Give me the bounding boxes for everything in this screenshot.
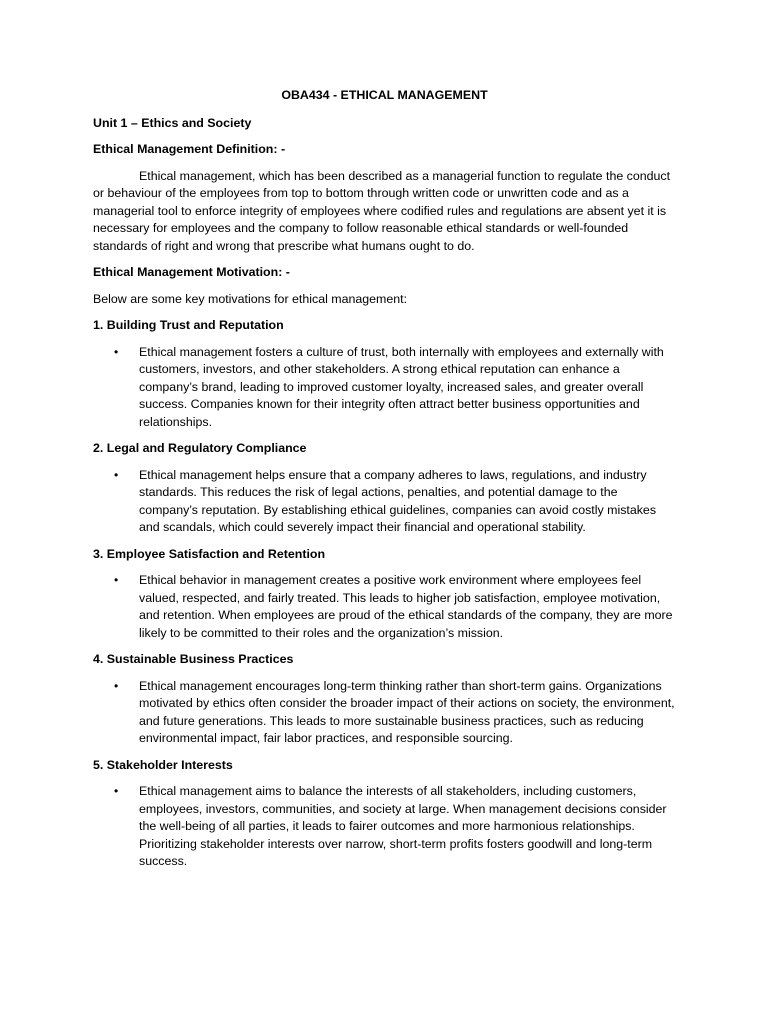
section-4 [93, 651, 676, 748]
bullet-list [93, 678, 676, 748]
list-item [93, 572, 676, 642]
list-item [93, 467, 676, 537]
bullet-list [93, 467, 676, 537]
motivation-heading: Ethical Management Motivation: - [93, 265, 290, 279]
bullet-icon: • [114, 678, 119, 693]
bullet-icon: • [114, 784, 119, 798]
section-heading: 4. Sustainable Business Practices [93, 652, 294, 666]
bullet-list [93, 572, 676, 642]
bullet-list [93, 344, 676, 432]
section-heading: 1. Building Trust and Reputation [93, 318, 284, 332]
bullet-text: Ethical behavior in management creates a positive work environment where employees feel valued, respected, and fairly treated. This leads to higher job satisfaction, employee motivation, and retention. When employees are proud of the ethical standards of the company, they are more likely to be committed to their roles and the organization’s mission. [139, 573, 673, 640]
bullet-icon: • [114, 344, 119, 359]
section-2 [93, 440, 676, 537]
unit-heading: Unit 1 – Ethics and Society [93, 115, 252, 130]
section-heading: 2. Legal and Regulatory Compliance [93, 441, 307, 455]
list-item [93, 678, 676, 748]
document-title: OBA434 - ETHICAL MANAGEMENT [281, 88, 488, 102]
bullet-text: Ethical management helps ensure that a company adheres to laws, regulations, and industry standards. This reduces the risk of legal actions, penalties, and potential damage to the company’s reputation. By establishing ethical guidelines, companies can avoid costly mistakes and scandals, which could severely impact their financial and operational stability. [139, 467, 657, 534]
section-heading: 3. Employee Satisfaction and Retention [93, 546, 326, 561]
section-3 [93, 546, 676, 643]
section-heading: 5. Stakeholder Interests [93, 757, 233, 772]
bullet-text: Ethical management fosters a culture of trust, both internally with employees and externally with customers, investors, and other stakeholders. A strong ethical reputation can enhance a company’s brand, leading to improved customer loyalty, increased sales, and greater overall success. Companies known for their integrity often attract better business opportunities and relationships. [139, 344, 664, 429]
bullet-icon: • [114, 573, 119, 587]
definition-paragraph: Ethical management, which has been described as a managerial function to regulate the conduct or behaviour of the employees from top to bottom through written code or unwritten code and as a managerial tool to enforce integrity of employees where codified rules and regulations are absent yet it is necessary for employees and the company to follow reasonable ethical standards or well-founded standards of right and wrong that prescribe what humans ought to do. [93, 168, 671, 253]
bullet-text: Ethical management aims to balance the interests of all stakeholders, including customers, employees, investors, communities, and society at large. When management decisions consider the well-being of all parties, it leads to fairer outcomes and more harmonious relationships. Prioritizing stakeholder interests over narrow, short-term profits fosters goodwill and long-term success. [139, 784, 667, 868]
bullet-text: Ethical management encourages long-term thinking rather than short-term gains. Organizations motivated by ethics often consider the broader impact of their actions on society, the environment, and future generations. This leads to more sustainable business practices, such as reducing environmental impact, fair labor practices, and responsible sourcing. [139, 678, 675, 745]
section-1 [93, 317, 676, 431]
definition-heading: Ethical Management Definition: - [93, 142, 286, 156]
motivation-intro: Below are some key motivations for ethical management: [93, 291, 408, 306]
list-item [93, 783, 676, 871]
list-item [93, 344, 676, 432]
bullet-icon: • [114, 467, 119, 482]
bullet-list [93, 783, 676, 871]
section-5 [93, 757, 676, 871]
